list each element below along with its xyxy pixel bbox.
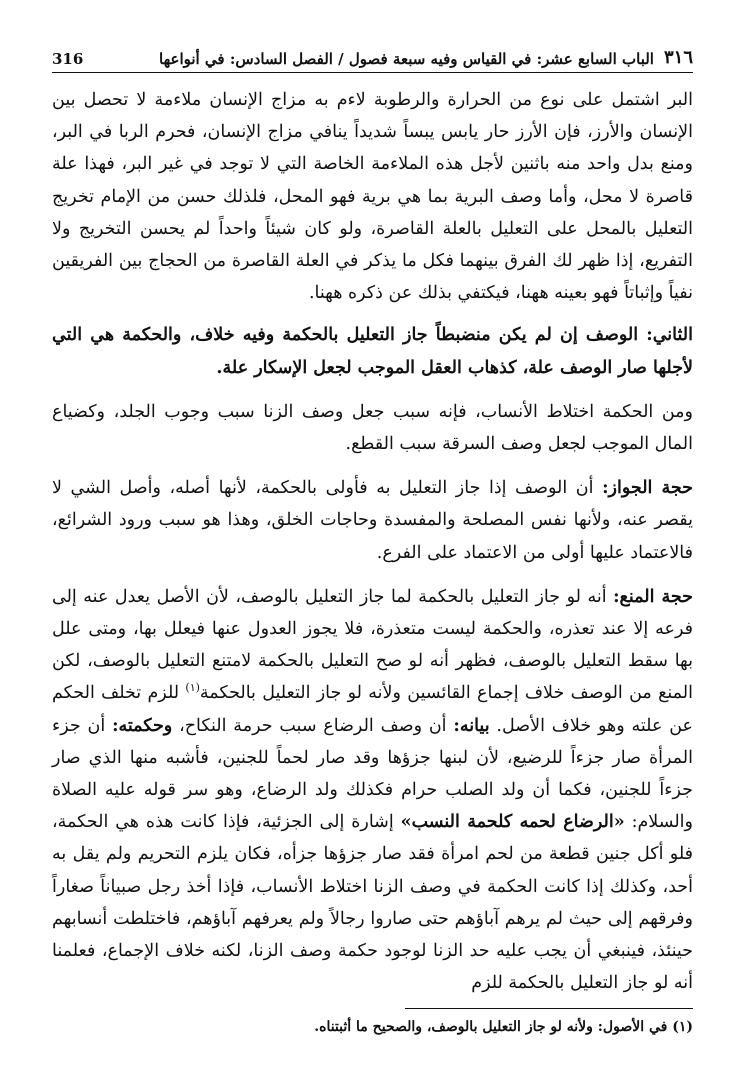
paragraph-4 bbox=[52, 472, 693, 569]
paragraph-4-text: أن الوصف إذا جاز التعليل به فأولى بالحكمة، لأنها أصله، وأصل الشي لا يقصر عنه، ولأنها نفس المصلحة والمفسدة وحاجات الخلق، وهذا هو سبب ورود الشرائع، فالاعتماد عليها أولى من الاعتماد على الفرع. bbox=[52, 478, 693, 563]
hadith-quote: «الرضاع لحمه كلحمة النسب» bbox=[400, 812, 625, 833]
label-bayanuhu: بيانه: bbox=[453, 715, 490, 736]
footnote bbox=[52, 1016, 693, 1038]
paragraph-5 bbox=[52, 581, 693, 1000]
footnote-text: في الأصول: ولأنه لو جاز التعليل بالوصف، والصحيح ما أثبتناه. bbox=[314, 1019, 668, 1035]
footnote-number: (١) bbox=[672, 1019, 693, 1035]
paragraph-5c-text: أن وصف الرضاع سبب حرمة النكاح، bbox=[179, 715, 447, 736]
page-header bbox=[52, 34, 693, 73]
paragraph-2-text: الوصف إن لم يكن منضبطاً جاز التعليل بالحكمة وفيه خلاف، والحكمة هي التي لأجلها صار الوصف علة، كذهاب العقل الموجب لجعل الإسكار علة. bbox=[52, 325, 693, 378]
paragraph-3: ومن الحكمة اختلاط الأنساب، فإنه سبب جعل وصف الزنا سبب وجوب الجلد، وكضياع المال الموجب لجعل وصف السرقة سبب القطع. bbox=[52, 401, 693, 455]
label-hikmatuhu: وحكمته: bbox=[112, 715, 173, 736]
page-number-latin: 316 bbox=[52, 50, 84, 68]
section-label-second: الثاني: bbox=[646, 325, 693, 346]
paragraph-5a-text: أنه لو جاز التعليل بالحكمة لما جاز التعليل بالوصف، لأن الأصل يعدل عنه إلى فرعه إلا عند تعذره، والحكمة ليست متعذرة، فلا يجوز العدول عنها فيعلل بها، ومتى علل بها سقط التعليل بالوصف، فظهر أنه لو صح التعليل بالحكمة لامتنع التعليل بالوصف، لكن المنع من الوصف خلاف إجماع القائسين ولأنه لو جاز التعليل بالحكمة bbox=[52, 586, 693, 704]
paragraph-1: البر اشتمل على نوع من الحرارة والرطوبة لاءم به مزاج الإنسان ملاءمة لا تحصل بين الإنسان والأرز، فإن الأرز حار يابس يبساً شديداً ينافي مزاج الإنسان، فحرم الربا في البر، ومنع بدل واحد منه باثنين لأجل هذه الملاءمة الخاصة التي لا توجد في غير البر، فهذا علة قاصرة لا محل، وأما وصف البرية بما هي برية فهو المحل، فلذلك حسن من الإمام تخريج التعليل بالمحل على التعليل بالعلة القاصرة، ولو كان شيئاً واحداً لم يحسن التخريج ولا التفريع، إذا ظهر لك الفرق بينهما فكل ما يذكر في العلة القاصرة من الحجاج بين الفريقين نفياً وإثباتاً فهو بعينه ههنا، فيكتفي بذلك عن ذكره ههنا. bbox=[52, 90, 693, 304]
page-number-arabic: ٣١٦ bbox=[663, 47, 693, 68]
running-title: الباب السابع عشر: في القياس وفيه سبعة فصول / الفصل السادس: في أنواعها bbox=[159, 50, 654, 68]
running-head bbox=[159, 47, 693, 68]
footnote-marker[interactable]: (١) bbox=[185, 681, 200, 695]
label-hujjat-al-jawaz: حجة الجواز: bbox=[602, 478, 693, 499]
paragraph-5b-text: للزم تخلف الحكم عن علته وهو خلاف الأصل. bbox=[52, 683, 693, 736]
footnote-divider bbox=[405, 1008, 693, 1009]
paragraph-2 bbox=[52, 319, 693, 383]
body-text bbox=[52, 84, 693, 1011]
paragraph-5e-text: إشارة إلى الجزئية، فإذا كانت هذه هي الحكمة، فلو أكل جنين قطعة من لحم امرأة فقد صار جزؤها جزأه، فكان يلزم التحريم ولم يقل به أحد، وكذلك إذا كانت الحكمة في وصف الزنا اختلاط الأنساب، فإذا أخذ رجل صبياناً صغاراً وفرقهم إلى حيث لم يرهم آباؤهم حتى صاروا رجالاً ولم يعرفهم آباؤهم، فاختلطت أنسابهم حينئذ، فينبغي أن يجب عليه حد الزنا لوجود حكمة وصف الزنا، لكنه خلاف الإجماع، فعلمنا أنه لو جاز التعليل بالحكمة للزم bbox=[52, 812, 693, 994]
label-hujjat-al-man: حجة المنع: bbox=[613, 586, 693, 607]
paragraph-5d-text: أن جزء المرأة صار جزءاً للرضيع، لأن لبنها جزؤها وقد صار لحماً للجنين، فأشبه منها الذي صار جزءاً للجنين، فكما أن ولد الصلب حرام فكذلك ولد الرضاع، وهو سر قوله عليه الصلاة والسلام: bbox=[52, 715, 693, 833]
